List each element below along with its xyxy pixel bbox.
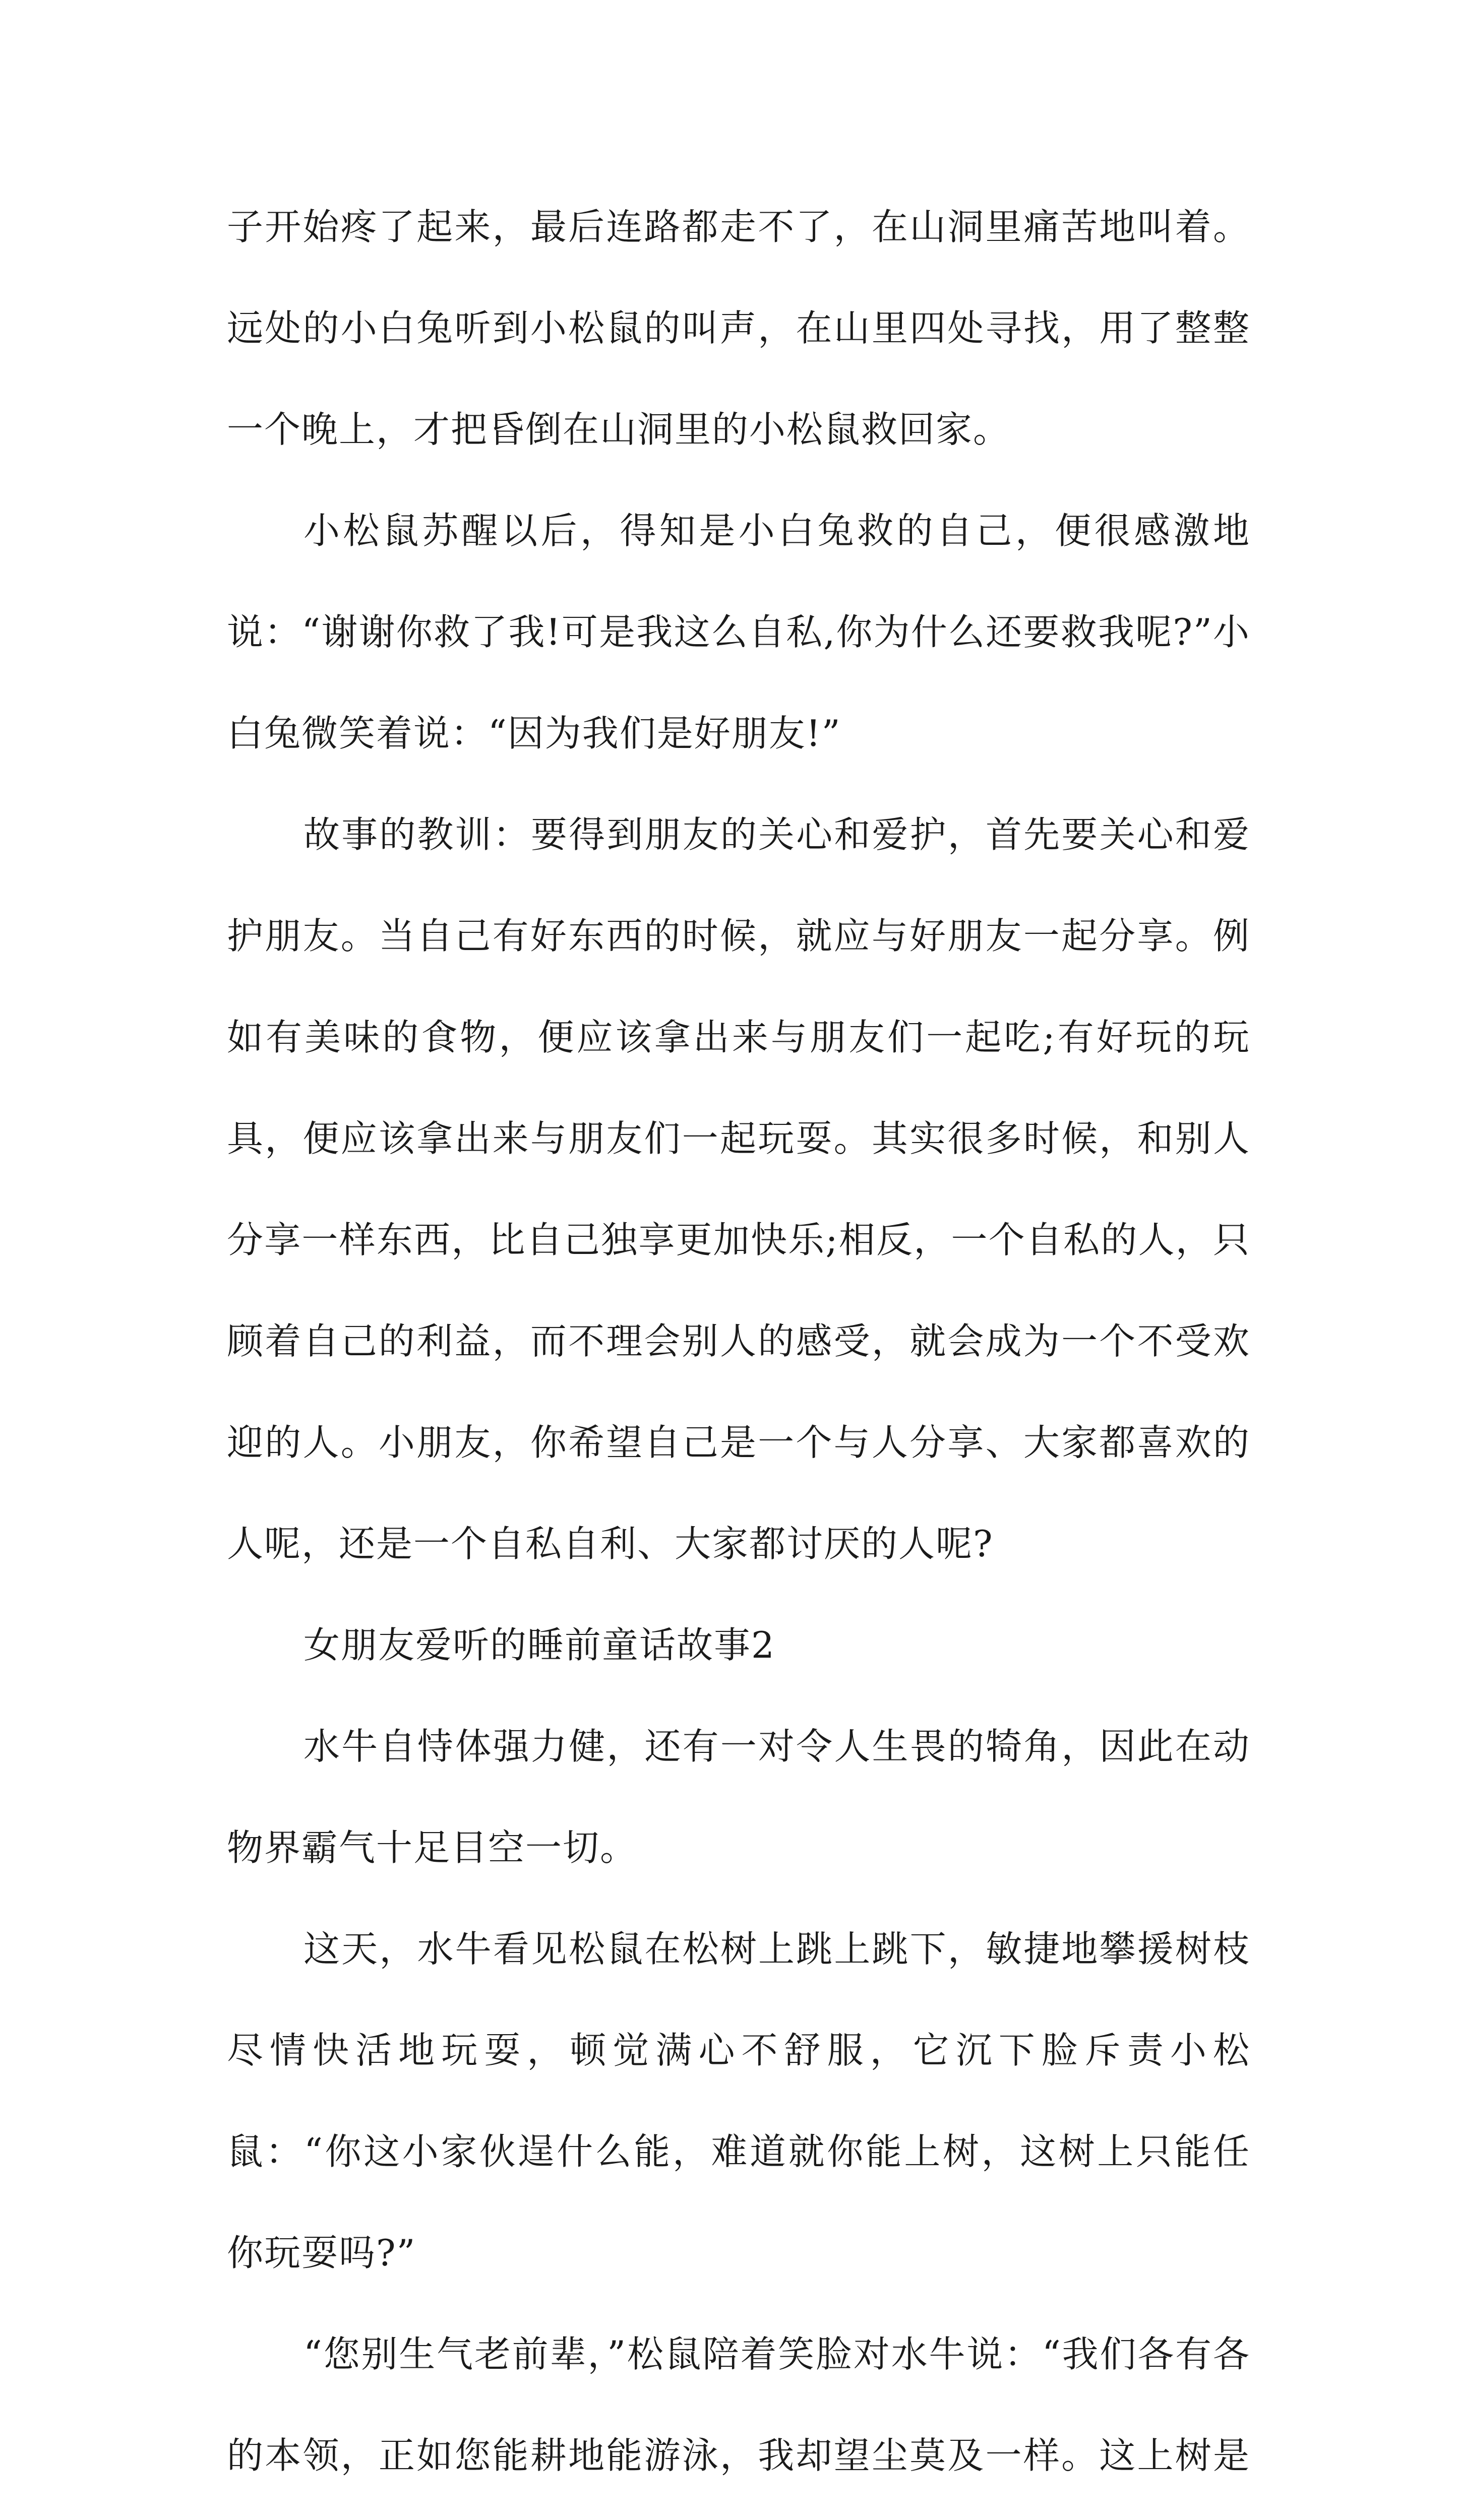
story-heading: 女朋友爱听的睡前童话故事2 (303, 1624, 775, 1666)
document-body (227, 176, 1250, 2520)
paragraph-3: 故事的教训：要得到朋友的关心和爱护，首先要关心和爱护朋友。当自己有好东西的时候，就应与好朋友一起分享。例如有美味的食物，便应该拿出来与朋友们一起吃;有好玩的玩具，便应该拿出来与朋友们一起玩耍。其实很多时候，和别人分享一样东西，比自己独享更加快乐;相反，一个自私的人，只顾着自己的利益，而不理会别人的感受，就会成为一个不受欢迎的人。小朋友，你希望自己是一个与人分享、大家都喜欢的人呢，还是一个自私自利、大家都讨厌的人呢? (227, 813, 1250, 1565)
paragraph-2: 小松鼠苏醒以后，得知是小白兔救的自己，便很感激地说：“谢谢你救了我!可是我这么自私,你为什么还要救我呢?”小白兔微笑着说：“因为我们是好朋友!” (227, 510, 1250, 754)
paragraph-1: 子开始疼了起来，最后连路都走不了，在山洞里痛苦地叫着。远处的小白兔听到小松鼠的叫声，在山里四处寻找，用了整整一个晚上，才把昏倒在山洞里的小松鼠救回家。 (227, 206, 1250, 451)
paragraph-7: “您别生气老前辈，”松鼠陪着笑脸对水牛说：“我们各有各的本领，正如您能耕地能游泳，我却望尘莫及一样。这上树是 (227, 2333, 1250, 2477)
paragraph-6: 这天，水牛看见松鼠在松树上跳上跳下，敏捷地攀援树枝尽情快活地玩耍，顿觉满心不舒服，它沉下脸斥责小松鼠：“你这小家伙逞什么能，难道就你能上树，这树上只能任你玩耍吗?” (227, 1928, 1250, 2274)
paragraph-5: 水牛自恃体强力健，还有一对令人生畏的犄角，因此在动物界霸气十足目空一切。 (227, 1725, 1250, 1869)
